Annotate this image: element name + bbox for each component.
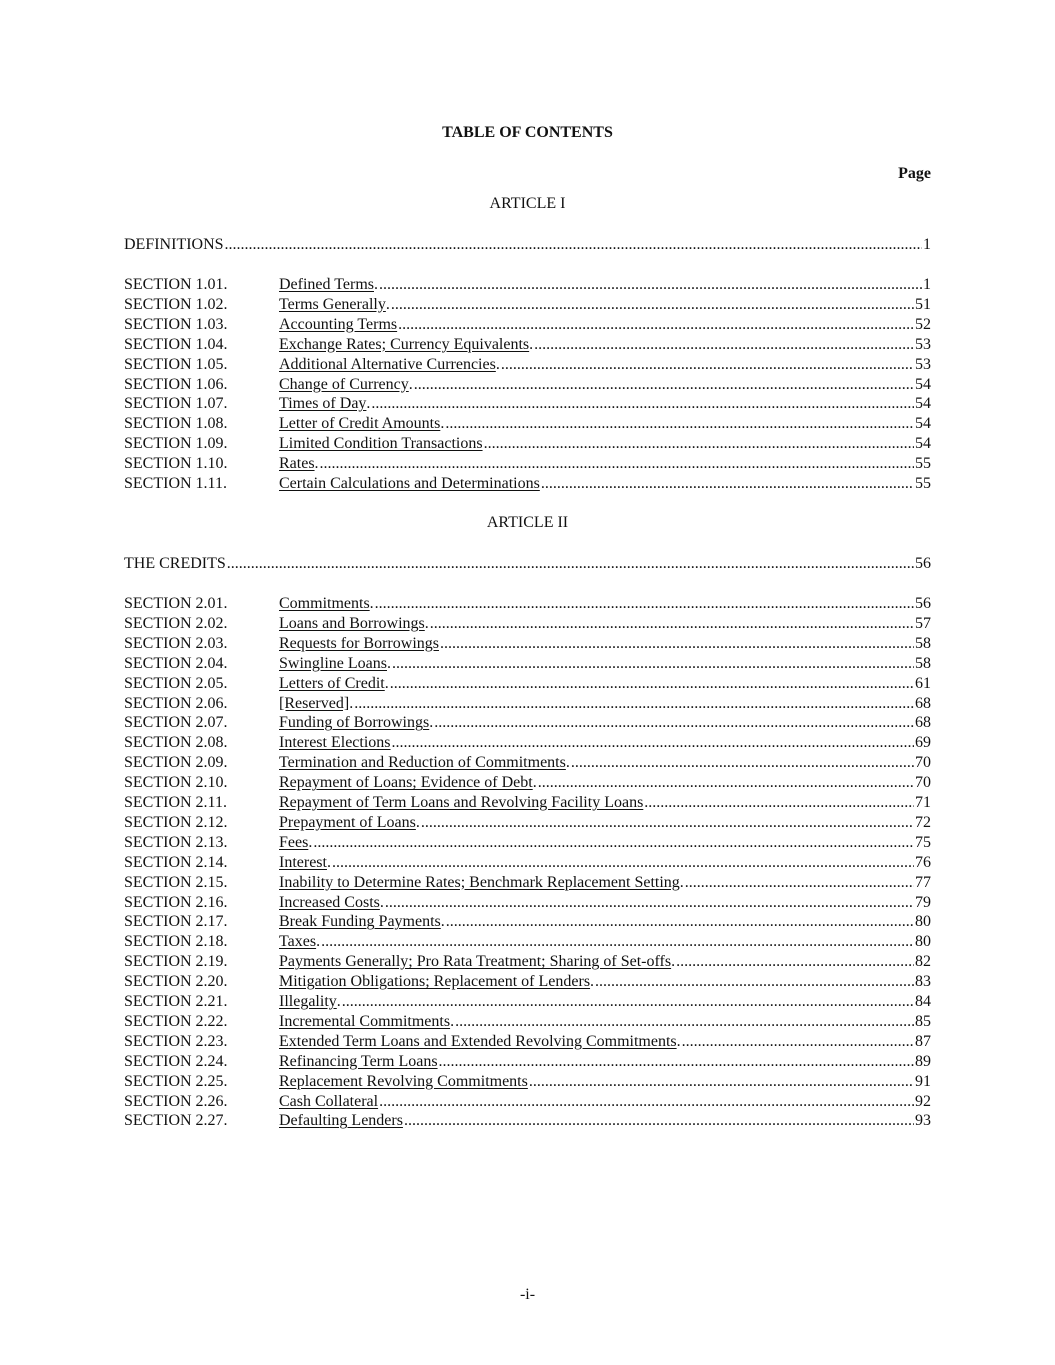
toc-section-entry[interactable] (124, 773, 931, 793)
section-title-link[interactable]: Accounting Terms (279, 315, 398, 333)
section-title-link[interactable]: Repayment of Term Loans and Revolving Facility Loans (279, 794, 644, 811)
toc-section-entry[interactable] (124, 434, 931, 454)
page-number: 75 (915, 833, 931, 851)
dot-leader (538, 773, 914, 793)
section-title-period: . (532, 774, 537, 792)
toc-section-entry[interactable] (124, 674, 931, 694)
section-title-link[interactable]: Requests for Borrowings (279, 634, 439, 652)
dot-leader (342, 992, 914, 1012)
section-title-link[interactable]: Interest Elections (279, 734, 391, 752)
section-title-link[interactable]: Increased Costs (279, 893, 380, 911)
dot-leader (421, 813, 914, 833)
toc-section-entry[interactable] (124, 414, 931, 434)
section-number: SECTION 1.03. (124, 315, 228, 333)
dot-leader (371, 394, 914, 414)
section-number: SECTION 1.08. (124, 415, 228, 433)
section-number: SECTION 2.19. (124, 953, 228, 971)
page-number: 91 (915, 1072, 931, 1090)
toc-section-entry[interactable] (124, 694, 931, 714)
section-title-link[interactable]: Funding of Borrowings (279, 714, 430, 732)
dot-leader (414, 375, 914, 395)
toc-section-entry[interactable] (124, 1032, 931, 1052)
toc-section-entry[interactable] (124, 1052, 931, 1072)
section-number: SECTION 1.10. (124, 455, 228, 473)
toc-section-entry[interactable] (124, 992, 931, 1012)
page-number: 51 (915, 295, 931, 313)
section-title-link[interactable]: [Reserved] (279, 694, 350, 712)
section-title-link[interactable]: Extended Term Loans and Extended Revolving Commitments (279, 1032, 677, 1050)
toc-section-entry[interactable] (124, 634, 931, 654)
section-number: SECTION 2.20. (124, 973, 228, 991)
toc-section-entry[interactable] (124, 793, 931, 813)
section-title-period: . (424, 614, 429, 632)
dot-leader (225, 235, 922, 255)
page-number: 68 (915, 714, 931, 732)
section-number: SECTION 1.01. (124, 276, 228, 293)
section-title-period: . (336, 993, 341, 1010)
section-number: SECTION 2.13. (124, 833, 228, 851)
section-number: SECTION 1.04. (124, 335, 228, 353)
section-title-period: . (529, 335, 534, 353)
section-title-link[interactable]: Limited Condition Transactions (279, 435, 483, 453)
section-number: SECTION 2.05. (124, 674, 228, 692)
dot-leader (392, 733, 914, 753)
section-title-link[interactable]: Refinancing Term Loans (279, 1052, 438, 1070)
section-title-period: . (676, 1032, 681, 1050)
section-title-period: . (384, 674, 389, 692)
page-number: 54 (915, 415, 931, 433)
page-number: 82 (915, 953, 931, 971)
page-number: 89 (915, 1052, 931, 1070)
toc-section-entry[interactable] (124, 394, 931, 414)
page-number: 55 (915, 455, 931, 473)
section-number: SECTION 2.04. (124, 654, 228, 672)
page-number: 1 (923, 276, 931, 293)
section-number: SECTION 2.09. (124, 754, 228, 772)
page-number: 55 (915, 475, 931, 492)
section-title-link[interactable]: Fees (279, 833, 309, 851)
page-number: 54 (915, 375, 931, 393)
page-column-label: Page (898, 165, 931, 182)
article-heading: ARTICLE I (489, 195, 566, 212)
section-title-link[interactable]: Prepayment of Loans (279, 813, 416, 831)
page-footer-number: -i- (519, 1286, 536, 1303)
toc-section-entry[interactable] (124, 833, 931, 853)
page-number: 54 (915, 435, 931, 453)
section-title-period: . (565, 754, 570, 772)
page-number: 92 (915, 1092, 931, 1110)
page-number: 85 (915, 1012, 931, 1030)
page-number: 58 (915, 634, 931, 652)
dot-leader (644, 793, 914, 813)
dot-leader (484, 434, 914, 454)
page-number: 77 (915, 873, 931, 891)
section-title-link[interactable]: Letter of Credit Amounts (279, 415, 441, 433)
section-number: SECTION 1.05. (124, 355, 228, 373)
page-number: 84 (915, 993, 931, 1010)
dot-leader (391, 295, 914, 315)
page-number: 52 (915, 315, 931, 333)
section-title-link[interactable]: Defaulting Lenders (279, 1112, 403, 1130)
dot-leader (682, 1032, 914, 1052)
section-number: SECTION 2.23. (124, 1032, 228, 1050)
section-number: SECTION 2.21. (124, 993, 228, 1010)
section-title-period: . (316, 933, 321, 951)
section-number: SECTION 2.27. (124, 1112, 228, 1130)
page-number: 70 (915, 774, 931, 792)
article-name: THE CREDITS (124, 555, 226, 572)
article-heading: ARTICLE II (486, 514, 569, 531)
page-number: 56 (915, 555, 931, 572)
dot-leader (430, 614, 914, 634)
section-title-period: . (408, 375, 413, 393)
dot-leader (390, 674, 914, 694)
dot-leader (446, 912, 914, 932)
section-title-link[interactable]: Interest (279, 853, 327, 871)
dot-leader (379, 275, 922, 295)
section-title-link[interactable]: Rates (279, 455, 315, 473)
toc-title: TABLE OF CONTENTS (442, 124, 613, 141)
section-title-period: . (387, 654, 391, 672)
section-title-link[interactable]: Mitigation Obligations; Replacement of Lenders (279, 973, 591, 991)
section-title-period: . (671, 953, 676, 971)
toc-section-entry[interactable] (124, 813, 931, 833)
section-title-link[interactable]: Termination and Reduction of Commitments (279, 754, 566, 772)
section-title-link[interactable]: Commitments (279, 595, 370, 612)
toc-section-entry[interactable] (124, 713, 931, 733)
section-title-link[interactable]: Taxes (279, 933, 317, 951)
page-number: 87 (915, 1032, 931, 1050)
section-number: SECTION 1.11. (124, 475, 227, 492)
dot-leader (541, 474, 914, 494)
section-title-link[interactable]: Swingline Loans (279, 654, 387, 672)
toc-section-entry[interactable] (124, 375, 931, 395)
toc-section-entry[interactable] (124, 1111, 931, 1131)
section-title-link[interactable]: Times of Day (279, 395, 367, 413)
page-number: 71 (915, 794, 931, 811)
page-number: 61 (915, 674, 931, 692)
section-title-period: . (679, 873, 684, 891)
section-number: SECTION 2.25. (124, 1072, 228, 1090)
toc-section-entry[interactable] (124, 873, 931, 893)
section-title-link[interactable]: Defined Terms (279, 276, 374, 293)
section-title-link[interactable]: Payments Generally; Pro Rata Treatment; Sharing of Set-offs (279, 953, 672, 971)
toc-section-entry[interactable] (124, 893, 931, 913)
section-number: SECTION 2.18. (124, 933, 228, 951)
section-title-link[interactable]: Terms Generally (279, 295, 386, 313)
page-number: 68 (915, 694, 931, 712)
toc-section-entry[interactable] (124, 295, 931, 315)
section-title-period: . (308, 833, 313, 851)
section-title-period: . (369, 595, 374, 612)
section-number: SECTION 2.16. (124, 893, 228, 911)
dot-leader (440, 634, 914, 654)
section-title-period: . (374, 276, 378, 293)
section-number: SECTION 2.14. (124, 853, 228, 871)
section-title-link[interactable]: Cash Collateral (279, 1092, 379, 1110)
page-number: 69 (915, 734, 931, 752)
section-number: SECTION 2.26. (124, 1092, 228, 1110)
dot-leader (404, 1111, 914, 1131)
dot-leader (439, 1052, 914, 1072)
dot-leader (379, 1092, 914, 1112)
toc-section-entry[interactable] (124, 1072, 931, 1092)
section-title-period: . (415, 813, 420, 831)
page-number: 93 (915, 1112, 931, 1130)
dot-leader (529, 1072, 914, 1092)
article-entry[interactable] (124, 235, 931, 255)
section-number: SECTION 2.02. (124, 614, 228, 632)
section-number: SECTION 2.10. (124, 774, 228, 792)
toc-section-entry[interactable] (124, 912, 931, 932)
toc-section-entry[interactable] (124, 654, 931, 674)
section-number: SECTION 2.03. (124, 634, 228, 652)
page-number: 70 (915, 754, 931, 772)
dot-leader (321, 932, 914, 952)
dot-leader (392, 654, 914, 674)
section-title-link[interactable]: Exchange Rates; Currency Equivalents (279, 335, 530, 353)
section-title-period: . (379, 893, 384, 911)
dot-leader (332, 853, 914, 873)
page-number: 80 (915, 933, 931, 951)
page-number: 72 (915, 813, 931, 831)
section-number: SECTION 1.02. (124, 295, 228, 313)
toc-section-entry[interactable] (124, 454, 931, 474)
dot-leader (455, 1012, 914, 1032)
dot-leader (398, 315, 914, 335)
page-number: 76 (915, 853, 931, 871)
toc-section-entry[interactable] (124, 753, 931, 773)
dot-leader (354, 694, 914, 714)
toc-section-entry[interactable] (124, 853, 931, 873)
section-title-period: . (326, 853, 331, 871)
page-number: 53 (915, 335, 931, 353)
section-title-period: . (366, 395, 371, 413)
section-title-period: . (495, 355, 500, 373)
section-number: SECTION 2.11. (124, 794, 227, 811)
section-title-link[interactable]: Letters of Credit (279, 674, 385, 692)
section-title-link[interactable]: Certain Calculations and Determinations (279, 475, 540, 492)
dot-leader (501, 355, 914, 375)
toc-section-entry[interactable] (124, 275, 931, 295)
page-number: 56 (915, 595, 931, 612)
section-title-period: . (590, 973, 595, 991)
toc-section-entry[interactable] (124, 733, 931, 753)
dot-leader (313, 833, 914, 853)
section-number: SECTION 1.09. (124, 435, 228, 453)
section-title-period: . (440, 415, 445, 433)
toc-section-entry[interactable] (124, 972, 931, 992)
page-number: 58 (915, 654, 931, 672)
dot-leader (595, 972, 914, 992)
dot-leader (227, 554, 914, 574)
section-title-period: . (450, 1012, 455, 1030)
page-number: 80 (915, 913, 931, 931)
dot-leader (676, 952, 914, 972)
page-number: 79 (915, 893, 931, 911)
toc-section-entry[interactable] (124, 952, 931, 972)
dot-leader (434, 713, 914, 733)
dot-leader (534, 335, 914, 355)
section-number: SECTION 1.07. (124, 395, 228, 413)
section-number: SECTION 2.07. (124, 714, 228, 732)
dot-leader (685, 873, 914, 893)
toc-section-entry[interactable] (124, 355, 931, 375)
section-title-link[interactable]: Inability to Determine Rates; Benchmark Replacement Setting (279, 873, 680, 891)
toc-section-entry[interactable] (124, 932, 931, 952)
page-number: 1 (923, 236, 931, 253)
article-entry[interactable] (124, 554, 931, 574)
dot-leader (571, 753, 914, 773)
section-number: SECTION 2.06. (124, 694, 228, 712)
section-title-link[interactable]: Illegality (279, 993, 337, 1010)
dot-leader (375, 594, 914, 614)
section-title-period: . (429, 714, 434, 732)
section-title-period: . (385, 295, 390, 313)
toc-section-entry[interactable] (124, 1012, 931, 1032)
toc-section-entry[interactable] (124, 474, 931, 494)
section-title-period: . (349, 694, 354, 712)
toc-section-entry[interactable] (124, 335, 931, 355)
section-title-period: . (314, 455, 319, 473)
article-name: DEFINITIONS (124, 236, 224, 253)
section-number: SECTION 2.08. (124, 734, 228, 752)
section-number: SECTION 2.22. (124, 1012, 228, 1030)
dot-leader (320, 454, 914, 474)
section-title-link[interactable]: Loans and Borrowings (279, 614, 425, 632)
section-number: SECTION 1.06. (124, 375, 228, 393)
section-number: SECTION 2.24. (124, 1052, 228, 1070)
toc-section-entry[interactable] (124, 594, 931, 614)
dot-leader (445, 414, 914, 434)
section-number: SECTION 2.12. (124, 813, 228, 831)
section-title-period: . (440, 913, 445, 931)
section-title-link[interactable]: Change of Currency (279, 375, 409, 393)
section-number: SECTION 2.17. (124, 913, 228, 931)
page-number: 83 (915, 973, 931, 991)
section-number: SECTION 2.15. (124, 873, 228, 891)
section-title-link[interactable]: Incremental Commitments (279, 1012, 451, 1030)
toc-section-entry[interactable] (124, 1092, 931, 1112)
page-number: 54 (915, 395, 931, 413)
page-number: 57 (915, 614, 931, 632)
section-title-link[interactable]: Repayment of Loans; Evidence of Debt (279, 774, 533, 792)
section-number: SECTION 2.01. (124, 595, 228, 612)
toc-section-entry[interactable] (124, 614, 931, 634)
section-title-link[interactable]: Break Funding Payments (279, 913, 441, 931)
page-number: 53 (915, 355, 931, 373)
section-title-link[interactable]: Replacement Revolving Commitments (279, 1072, 528, 1090)
dot-leader (385, 893, 914, 913)
section-title-link[interactable]: Additional Alternative Currencies (279, 355, 496, 373)
toc-section-entry[interactable] (124, 315, 931, 335)
